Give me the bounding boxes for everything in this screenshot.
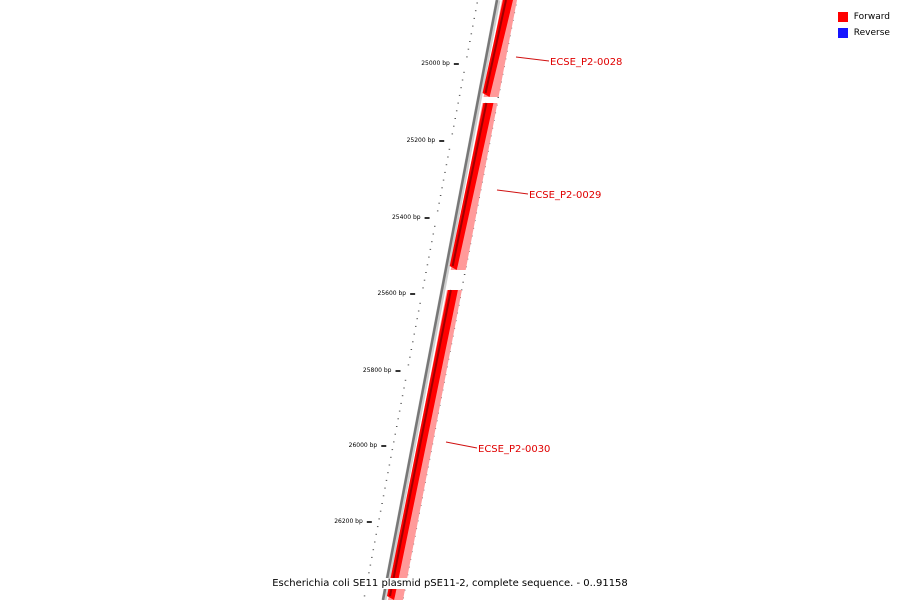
gene-leader-line [497,190,528,194]
legend-item-reverse [838,25,890,41]
tick-label: 25000 bp [421,60,450,67]
caption-text: Escherichia coli SE11 plasmid pSE11-2, complete sequence. - 0..91158 [272,578,628,589]
tick-label: 25600 bp [377,290,407,297]
gene-leader-line [446,442,477,448]
legend-forward-label: Forward [853,12,890,22]
tick-label: 25800 bp [362,367,392,374]
gene-leader-line [516,57,549,61]
backbone-line [383,0,497,600]
gene-layer [387,0,622,600]
tick-label: 26000 bp [348,442,378,449]
gene-label[interactable]: ECSE_P2-0030 [478,444,551,455]
gene-shade [390,290,451,596]
reverse-swatch [838,28,848,38]
sequence-caption [0,578,900,589]
gene-label[interactable]: ECSE_P2-0028 [550,57,623,68]
legend-item-forward [838,9,890,25]
tick-label: 26200 bp [334,518,363,525]
forward-swatch [838,12,848,22]
gene-label[interactable]: ECSE_P2-0029 [529,190,602,201]
legend-reverse-label: Reverse [853,28,890,38]
tick-label: 25400 bp [391,214,421,221]
legend [838,9,890,41]
tick-label: 25200 bp [406,137,436,144]
